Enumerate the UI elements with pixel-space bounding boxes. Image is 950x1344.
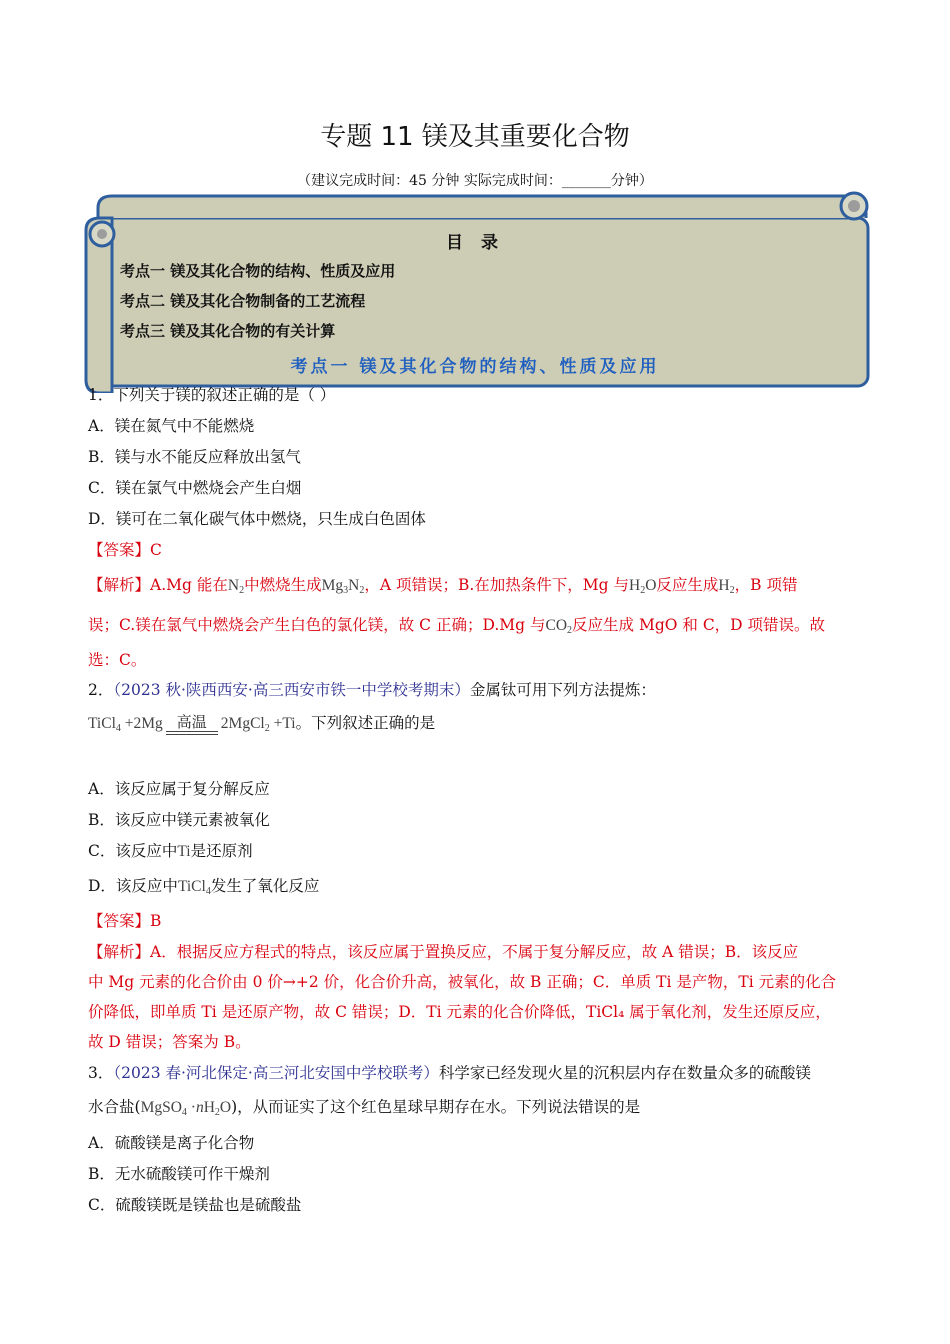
q3-stem-line-2 — [88, 1096, 640, 1124]
analysis-text: ，A 项错误；B.在加热条件下，Mg 与 — [364, 576, 629, 594]
question-text: 。下列叙述正确的是 — [295, 714, 436, 732]
analysis-text: 反应生成 MgO 和 C，D 项错误。故 — [572, 616, 826, 634]
q2-analysis-line-1 — [88, 941, 798, 963]
q2-equation — [88, 708, 435, 744]
answer-value: C — [150, 541, 162, 559]
q2-analysis-line-2: 中 Mg 元素的化合价由 0 价→+2 价，化合价升高，被氧化，故 B 正确；C．单质 Ti 是产物，Ti 元素的化合 — [88, 973, 837, 991]
q1-option-d: D．镁可在二氧化碳气体中燃烧，只生成白色固体 — [88, 510, 426, 528]
option-text: D．该反应中 — [88, 877, 178, 895]
q1-stem: 1．下列关于镁的叙述正确的是（ ） — [88, 386, 336, 404]
q3-option-c: C．硫酸镁既是镁盐也是硫酸盐 — [88, 1196, 302, 1214]
toc-title: 目 录 — [446, 233, 504, 253]
formula-co2: $CO_2$ — [545, 617, 573, 636]
question-text: 金属钛可用下列方法提炼： — [469, 681, 656, 699]
q1-analysis-line-2 — [88, 614, 825, 642]
q2-option-b: B．该反应中镁元素被氧化 — [88, 811, 270, 829]
q1-analysis-line-1 — [88, 574, 797, 602]
q1-option-b: B．镁与水不能反应释放出氢气 — [88, 448, 301, 466]
question-number: 2． — [88, 681, 114, 699]
section1-heading: 考点一 镁及其化合物的结构、性质及应用 — [290, 357, 660, 377]
q3-stem-line-1 — [88, 1062, 811, 1084]
formula-products: 2MgCl$_2$ +Ti — [220, 715, 296, 734]
analysis-text: ，B 项错 — [734, 576, 798, 594]
question-text: 科学家已经发现火星的沉积层内存在数量众多的硫酸镁 — [438, 1064, 811, 1082]
q3-option-a: A．硫酸镁是离子化合物 — [88, 1134, 255, 1152]
q1-answer — [88, 539, 162, 561]
q3-option-b: B．无水硫酸镁可作干燥剂 — [88, 1165, 270, 1183]
formula-mgso4-nh2o: MgSO$_4$ $\cdot nH_2O$ — [140, 1099, 232, 1118]
question-source: （2023 秋·陕西西安·高三西安市铁一中学校考期末） — [113, 681, 470, 699]
option-text: 发生了氧化反应 — [210, 877, 320, 895]
q2-option-d — [88, 875, 319, 903]
analysis-label: 【解析】 — [88, 576, 151, 594]
formula-reactants: TiCl$_4$ +2Mg — [88, 715, 163, 734]
page-title: 专题 11 镁及其重要化合物 — [320, 122, 630, 152]
formula-h2o: $H_2O$ — [629, 577, 657, 596]
q2-analysis-line-3: 价降低，即单质 Ti 是还原产物，故 C 错误；D．Ti 元素的化合价降低，TiCl₄ 属于氧化剂，发生还原反应， — [88, 1003, 831, 1021]
analysis-text: A．根据反应方程式的特点，该反应属于置换反应，不属于复分解反应，故 A 错误；B．该反应 — [150, 943, 799, 961]
option-text: 是还原剂 — [190, 842, 253, 860]
q2-analysis-line-4: 故 D 错误；答案为 B。 — [88, 1033, 251, 1051]
reaction-condition — [166, 713, 218, 735]
option-text: C．该反应中 — [88, 842, 178, 860]
q1-option-c: C．镁在氯气中燃烧会产生白烟 — [88, 479, 302, 497]
condition-text: 高温 — [176, 713, 207, 731]
answer-label: 【答案】 — [88, 912, 151, 930]
answer-value: B — [150, 912, 162, 930]
formula-ticl4: TiCl$_4$ — [177, 878, 211, 897]
q2-option-c — [88, 840, 253, 863]
analysis-text: 反应生成 — [656, 576, 719, 594]
analysis-text: 误；C.镁在氯气中燃烧会产生白色的氯化镁，故 C 正确；D.Mg 与 — [88, 616, 546, 634]
formula-n2: $N_2$ — [227, 577, 245, 596]
question-text: 水合盐( — [88, 1098, 141, 1116]
q1-analysis-line-3: 选：C。 — [88, 651, 147, 669]
formula-mg3n2: $Mg_3N_2$ — [321, 577, 365, 596]
formula-ti: Ti — [177, 843, 191, 860]
q2-option-a: A．该反应属于复分解反应 — [88, 780, 270, 798]
q1-option-a: A．镁在氮气中不能燃烧 — [88, 417, 255, 435]
toc-item-2[interactable]: 考点二 镁及其化合物制备的工艺流程 — [120, 292, 366, 310]
analysis-text: A.Mg 能在 — [150, 576, 228, 594]
q2-answer — [88, 910, 161, 932]
time-suggestion: （建议完成时间：45 分钟 实际完成时间：_______分钟） — [297, 173, 653, 189]
analysis-label: 【解析】 — [88, 943, 151, 961]
q2-stem — [88, 679, 656, 701]
toc-item-1[interactable]: 考点一 镁及其化合物的结构、性质及应用 — [120, 262, 396, 280]
question-text: )，从而证实了这个红色星球早期存在水。下列说法错误的是 — [231, 1098, 641, 1116]
analysis-text: 中燃烧生成 — [244, 576, 322, 594]
toc-item-3[interactable]: 考点三 镁及其化合物的有关计算 — [120, 322, 336, 340]
answer-label: 【答案】 — [88, 541, 151, 559]
formula-h2: $H_2$ — [718, 577, 735, 596]
question-number: 3． — [88, 1064, 114, 1082]
question-source: （2023 春·河北保定·高三河北安国中学校联考） — [113, 1064, 439, 1082]
